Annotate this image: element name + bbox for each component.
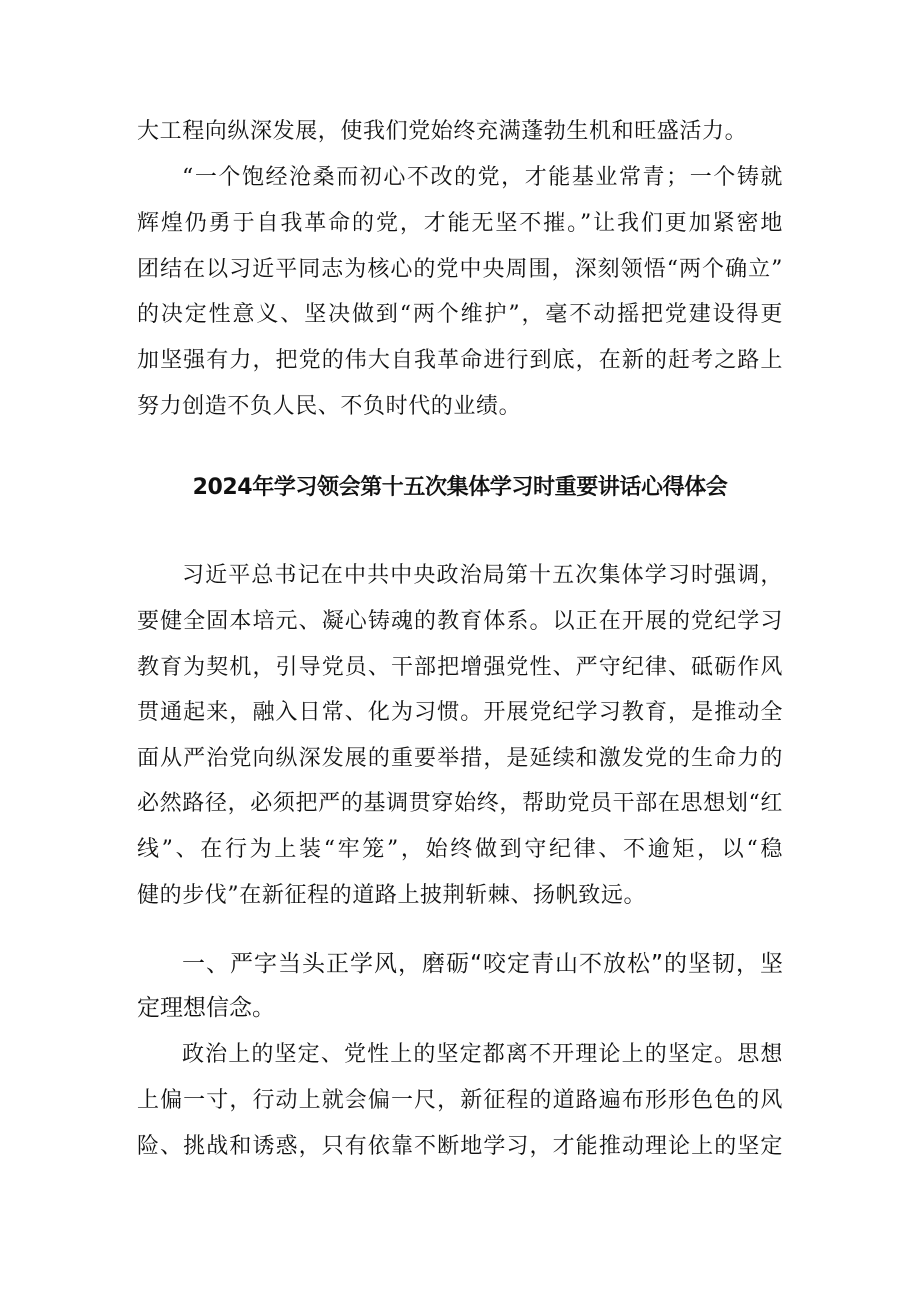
body-text-line: 线”、在行为上装“牢笼”，始终做到守纪律、不逾矩，以“稳: [137, 837, 783, 862]
body-text-line: 贯通起来，融入日常、化为习惯。开展党纪学习教育，是推动全: [137, 700, 783, 725]
body-text-line: 面从严治党向纵深发展的重要举措，是延续和激发党的生命力的: [137, 746, 783, 771]
body-text-line: “一个饱经沧桑而初心不改的党，才能基业常青；一个铸就: [182, 165, 783, 190]
body-text-line: 团结在以习近平同志为核心的党中央周围，深刻领悟“两个确立”: [137, 257, 783, 282]
body-text-line: 努力创造不负人民、不负时代的业绩。: [137, 394, 522, 419]
body-text-line: 加坚强有力，把党的伟大自我革命进行到底，在新的赶考之路上: [137, 348, 783, 373]
body-text-line: 要健全固本培元、凝心铸魂的教育体系。以正在开展的党纪学习: [137, 609, 783, 634]
subsection-heading-line: 一、严字当头正学风，磨砺“咬定青山不放松”的坚韧，坚: [182, 951, 783, 977]
section-title: 2024年学习领会第十五次集体学习时重要讲话心得体会: [192, 475, 728, 500]
body-text-line: 大工程向纵深发展，使我们党始终充满蓬勃生机和旺盛活力。: [137, 119, 748, 144]
body-text-line: 习近平总书记在中共中央政治局第十五次集体学习时强调，: [182, 563, 783, 588]
body-text-line: 的决定性意义、坚决做到“两个维护”，毫不动摇把党建设得更: [137, 302, 783, 327]
body-text-line: 上偏一寸，行动上就会偏一尺，新征程的道路遍布形形色色的风: [137, 1088, 783, 1113]
body-text-line: 险、挑战和诱惑，只有依靠不断地学习，才能推动理论上的坚定: [137, 1134, 783, 1159]
subsection-heading-line: 定理想信念。: [137, 995, 275, 1021]
body-text-line: 政治上的坚定、党性上的坚定都离不开理论上的坚定。思想: [182, 1042, 783, 1067]
body-text-line: 教育为契机，引导党员、干部把增强党性、严守纪律、砥砺作风: [137, 655, 783, 680]
body-text-line: 必然路径，必须把严的基调贯穿始终，帮助党员干部在思想划“红: [137, 791, 783, 816]
body-text-line: 健的步伐”在新征程的道路上披荆斩棘、扬帆致远。: [137, 883, 647, 908]
body-text-line: 辉煌仍勇于自我革命的党，才能无坚不摧。”让我们更加紧密地: [137, 211, 783, 236]
